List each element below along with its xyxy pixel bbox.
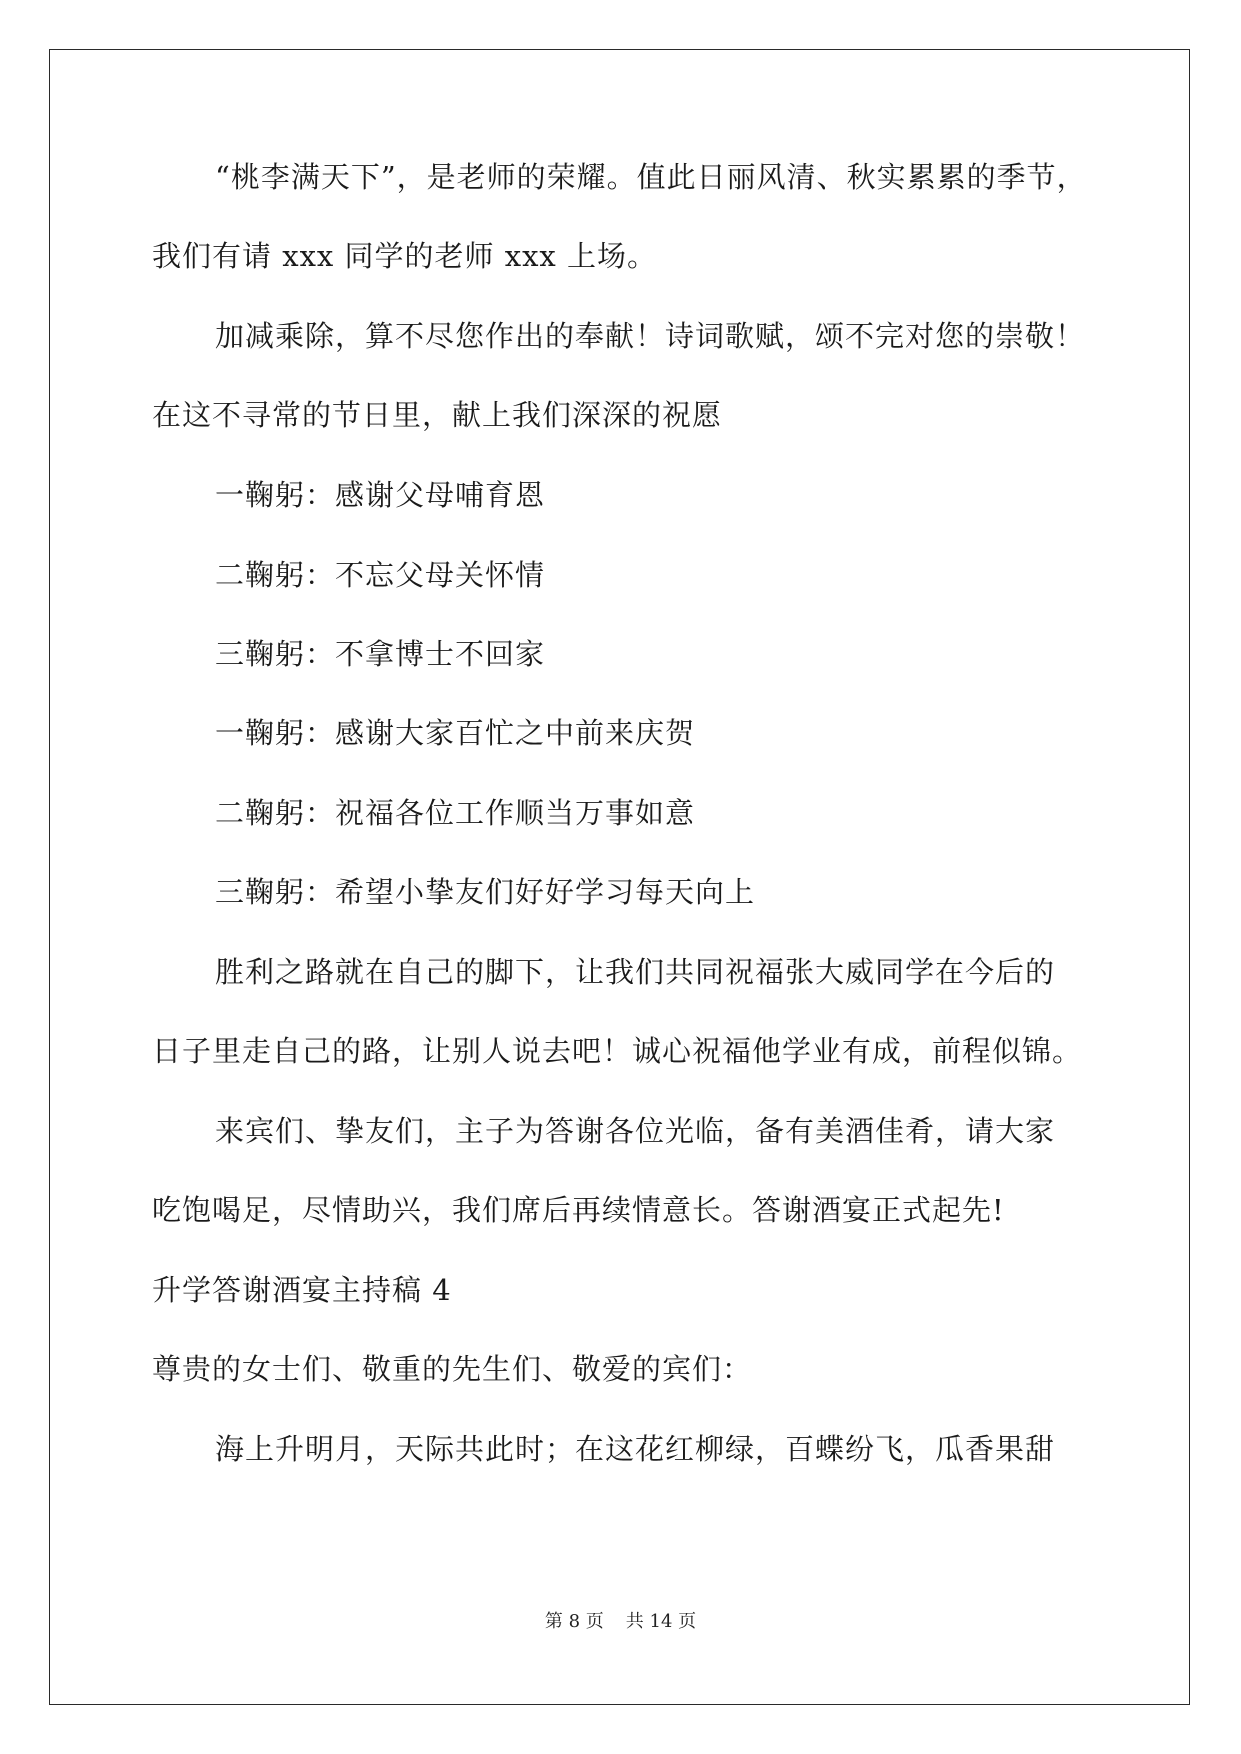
paragraph-line-1: “桃李满天下”，是老师的荣耀。值此日丽风清、秋实累累的季节， [215,160,1087,194]
paragraph-line-8: 一鞠躬：感谢大家百忙之中前来庆贺 [215,716,696,750]
paragraph-line-17: 海上升明月，天际共此时；在这花红柳绿，百蝶纷飞，瓜香果甜 [215,1432,1056,1466]
paragraph-line-4: 在这不寻常的节日里，献上我们深深的祝愿 [152,398,723,432]
paragraph-line-11: 胜利之路就在自己的脚下，让我们共同祝福张大威同学在今后的 [215,955,1056,989]
paragraph-line-10: 三鞠躬：希望小挚友们好好学习每天向上 [215,875,756,909]
paragraph-line-6: 二鞠躬：不忘父母关怀情 [215,558,546,592]
section-heading: 升学答谢酒宴主持稿 4 [152,1273,452,1307]
paragraph-line-5: 一鞠躬：感谢父母哺育恩 [215,478,546,512]
paragraph-line-16: 尊贵的女士们、敬重的先生们、敬爱的宾们： [152,1352,753,1386]
paragraph-line-7: 三鞠躬：不拿博士不回家 [215,637,546,671]
page-number-current: 第 8 页 [544,1611,604,1632]
page-number-total: 共 14 页 [625,1611,697,1632]
paragraph-line-2: 我们有请 xxx 同学的老师 xxx 上场。 [152,239,658,273]
page-footer [0,1610,1241,1634]
paragraph-line-13: 来宾们、挚友们，主子为答谢各位光临，备有美酒佳肴，请大家 [215,1114,1056,1148]
paragraph-line-12: 日子里走自己的路，让别人说去吧！诚心祝福他学业有成，前程似锦。 [152,1034,1083,1068]
paragraph-line-3: 加减乘除，算不尽您作出的奉献！诗词歌赋，颂不完对您的崇敬！ [215,319,1086,353]
paragraph-line-9: 二鞠躬：祝福各位工作顺当万事如意 [215,796,696,830]
paragraph-line-14: 吃饱喝足，尽情助兴，我们席后再续情意长。答谢酒宴正式起先! [152,1193,1005,1227]
